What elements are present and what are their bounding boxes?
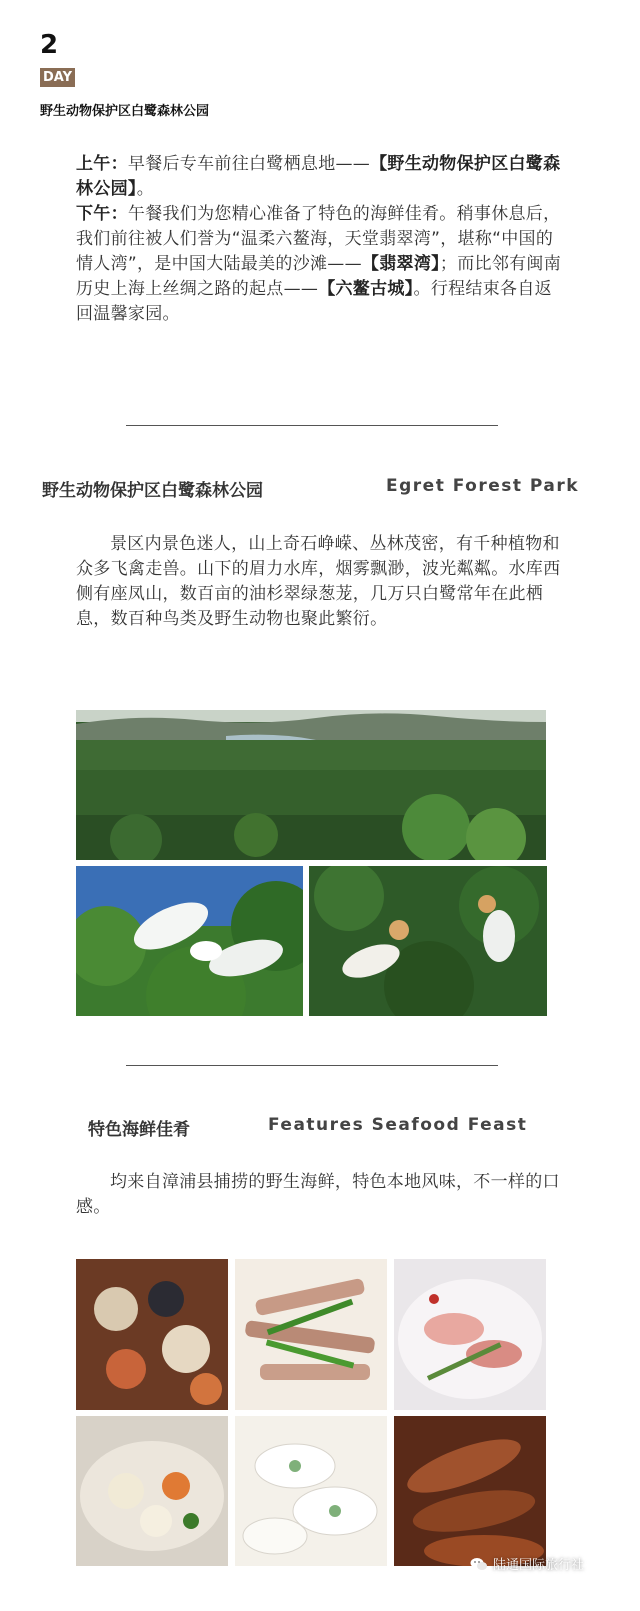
afternoon-highlight-1: 【翡翠湾】 — [361, 254, 440, 274]
section1-body: 景区内景色迷人，山上奇石峥嵘、丛林茂密，有千种植物和众多飞禽走兽。山下的眉力水库，烟雾飘渺，波光粼粼。水库西侧有座凤山，数百亩的油杉翠绿葱茏，几万只白鹭常年在此栖息，数百种鸟类及野生动物也聚此繁衍。 — [76, 534, 561, 629]
afternoon-text-2: ；而比邻有闽南历史上海上丝绸之路的起点—— — [76, 254, 562, 299]
morning-end: 。 — [136, 179, 155, 199]
day-number: 2 — [40, 30, 59, 60]
seafood-photo-2 — [235, 1259, 387, 1410]
morning-text: 早餐后专车前往白鹭栖息地—— — [127, 154, 371, 174]
morning-highlight: 【野生动物保护区白鹭森林公园】 — [76, 154, 561, 199]
section2-title-en: Features Seafood Feast — [268, 1115, 528, 1135]
afternoon-text-3: 。行程结束各自返回温馨家园。 — [76, 279, 552, 324]
wechat-icon — [470, 1557, 488, 1571]
seafood-photo-3 — [394, 1259, 546, 1410]
egret-photo-1 — [76, 866, 303, 1016]
morning-label: 上午： — [76, 154, 128, 174]
seafood-photo-1 — [76, 1259, 228, 1410]
watermark-text: 陆通国际旅行社 — [493, 1558, 585, 1573]
divider — [126, 425, 498, 426]
seafood-photo-4 — [76, 1416, 228, 1566]
section1-title-en: Egret Forest Park — [386, 476, 580, 496]
seafood-photo-6 — [394, 1416, 546, 1566]
section2-title-cn: 特色海鲜佳肴 — [88, 1120, 190, 1140]
itinerary-text — [76, 152, 566, 327]
section1-title-cn: 野生动物保护区白鹭森林公园 — [42, 481, 263, 501]
divider-2 — [126, 1065, 498, 1066]
section2-body: 均来自漳浦县捕捞的野生海鲜，特色本地风味，不一样的口感。 — [76, 1172, 560, 1217]
day-tag: DAY — [40, 68, 75, 87]
watermark — [470, 1554, 584, 1573]
afternoon-text-1: 午餐我们为您精心准备了特色的海鲜佳肴。稍事休息后，我们前往被人们誉为“温柔六鳌海，天堂翡翠湾”，堪称“中国的情人湾”，是中国大陆最美的沙滩—— — [76, 204, 561, 274]
day-title: 野生动物保护区白鹭森林公园 — [40, 104, 210, 119]
egret-photo-2 — [309, 866, 547, 1016]
afternoon-highlight-2: 【六鳌古城】 — [318, 279, 414, 299]
forest-photo — [76, 710, 546, 860]
seafood-photo-5 — [235, 1416, 387, 1566]
afternoon-label: 下午： — [76, 204, 128, 224]
